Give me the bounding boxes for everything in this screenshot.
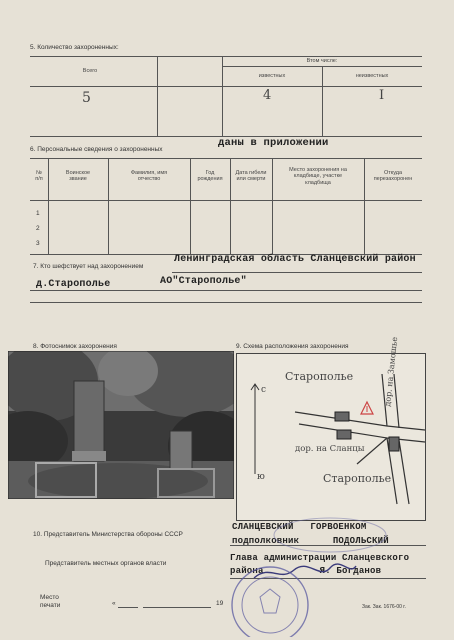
col-known-header: известных [258, 73, 286, 79]
col-total-header: Всего [82, 68, 98, 74]
north-label: с [261, 385, 267, 395]
col-death-header: Дата гибели или смерти [235, 170, 267, 183]
patron-organization: АО"Старополье" [160, 276, 247, 287]
commissar-stamp-line2: подполковник ПОДОЛЬСКИЙ [232, 536, 389, 546]
date-rule [143, 607, 211, 608]
table5-top-rule [30, 56, 422, 57]
patron-village: д.Старополье [36, 279, 111, 290]
official-seal [222, 565, 318, 637]
col-rank-header: Воинское звание [65, 170, 91, 183]
section7-rule [30, 290, 422, 291]
section-6-note: даны в приложении [218, 137, 329, 149]
known-value: 4 [263, 88, 272, 103]
stamp-outline [270, 515, 390, 555]
printer-mark: Зак. Зак. 1676-00 г. [362, 604, 406, 610]
section-7-title: 7. Кто шефствует над захоронением [33, 263, 144, 270]
table5-divider [157, 56, 158, 136]
col-origin-header: Откуда перезахоронен [373, 170, 413, 183]
col-number-header: № п/п [35, 170, 43, 183]
col-birth-header: Год рождения [197, 170, 223, 183]
section7-rule [30, 302, 422, 303]
col-place-header: Место захоронения на кладбище, участке кладбища [289, 167, 347, 186]
table5-header-rule [30, 86, 422, 87]
row-number: 2 [36, 225, 40, 232]
section-5-title: 5. Количество захороненных: [30, 44, 119, 51]
section-8-title: 8. Фотоснимок захоронения [33, 343, 117, 350]
head-stamp-line2: района Я. Богданов [230, 566, 382, 576]
south-label: ю [257, 472, 265, 482]
section7-rule [172, 272, 422, 273]
seal-label: печати [40, 602, 61, 609]
local-authority-title: Представитель местных органов власти [45, 560, 167, 567]
grave-photo [8, 351, 234, 499]
road-left-label: дор. на Сланцы [295, 444, 365, 454]
village-bottom-label: Старополье [323, 472, 392, 485]
village-top-label: Старополье [285, 370, 354, 383]
section-10-title: 10. Представитель Министерства обороны СССР [33, 531, 183, 538]
unknown-value: I [379, 88, 385, 103]
head-stamp-line1: Глава администрации Сланцевского [230, 553, 410, 563]
col-unknown-header: неизвестных [355, 73, 389, 79]
table5-divider [222, 56, 223, 136]
section-6-title: 6. Персональные сведения о захороненных [30, 146, 163, 153]
date-year: 19 [216, 600, 224, 607]
row-number: 1 [36, 210, 40, 217]
date-day-mark: « [112, 600, 116, 607]
commissar-stamp-line1: СЛАНЦЕВСКИЙ ГОРВОЕНКОМ [232, 522, 367, 532]
total-value: 5 [82, 90, 91, 106]
date-rule [118, 607, 138, 608]
section-9-title: 9. Схема расположения захоронения [236, 343, 349, 350]
seal-place-label: Место [40, 594, 59, 601]
row-number: 3 [36, 240, 40, 247]
patron-region: Ленинградская область Сланцевский район [174, 254, 416, 265]
col-name-header: Фамилия, имя отчество [130, 170, 168, 183]
col-including-header: Втом числе: [306, 58, 338, 64]
road-right-label: дор. на Замошье [383, 336, 400, 407]
